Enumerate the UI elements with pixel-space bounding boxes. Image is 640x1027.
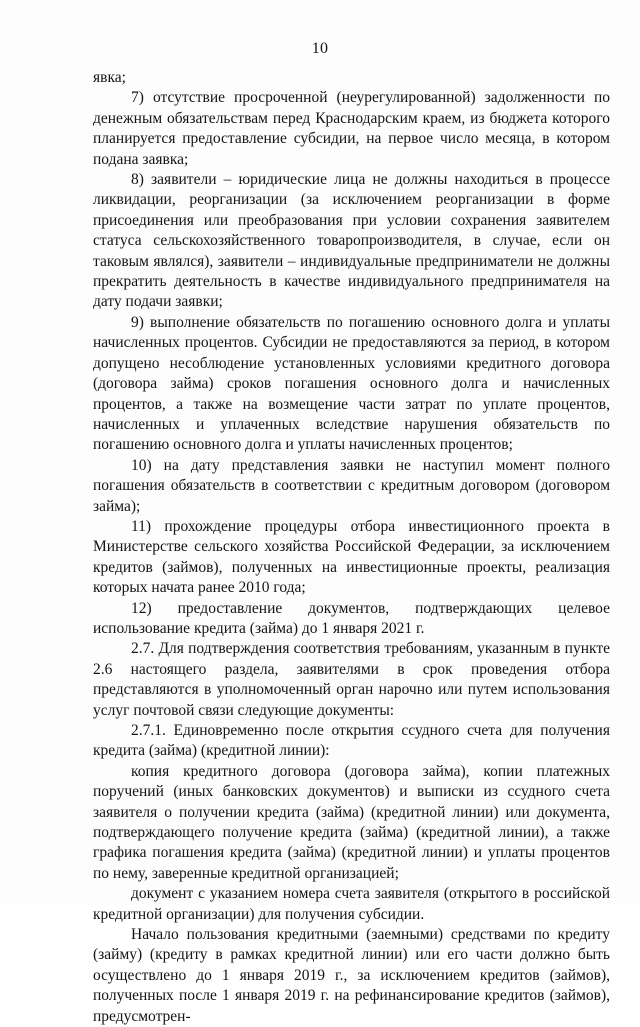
paragraph-item-10: 10) на дату представления заявки не наступил момент полного погашения обязательств в соответствии с кредитным договором (договором займа);: [93, 456, 610, 515]
paragraph-item-11: 11) прохождение процедуры отбора инвестиционного проекта в Министерстве сельского хозяйства Российской Федерации, за исключением кредитов (займов), полученных на инвестиционные проекты, реализация которых начата ранее 2010 года;: [93, 517, 610, 597]
paragraph-document-list-item: копия кредитного договора (договора займа), копии платежных поручений (иных банковских документов) и выписки из ссудного счета заявителя о получении кредита (займа) (кредитной линии) или документа, подтверждающего получение кредита (займа) (кредитной линии), а также графика погашения кредита (займа) (кредитной линии) и уплаты процентов по нему, заверенные кредитной организацией;: [93, 762, 610, 882]
paragraph-item-8: 8) заявители – юридические лица не должны находиться в процессе ликвидации, реорганизации (за исключением реорганизации в форме присоединения или преобразования при условии сохранения заявителем статуса сельскохозяйственного товаропроизводителя, в случае, если он таковым являлся), заявители – индивидуальные предприниматели не должны прекратить деятельность в качестве индивидуального предпринимателя на дату подачи заявки;: [93, 171, 610, 311]
paragraph-section-2-7: 2.7. Для подтверждения соответствия требованиям, указанным в пункте 2.6 настоящего раздела, заявителями в срок проведения отбора представляются в уполномоченный орган нарочно или путем использования услуг почтовой связи следующие документы:: [93, 640, 610, 719]
paragraph-document-list-item: документ с указанием номера счета заявителя (открытого в российской кредитной организации) для получения субсидии.: [93, 885, 610, 923]
paragraph-item-9: 9) выполнение обязательств по погашению основного долга и уплаты начисленных процентов. Субсидии не предоставляются за период, в котором допущено несоблюдение установленных условиями кредитного договора (договора займа) сроков погашения основного долга и начисленных процентов, а также на возмещение части затрат по уплате процентов, начисленных и уплаченных вследствие нарушения обязательств по погашению основного долга и уплаты начисленных процентов;: [93, 313, 610, 454]
paragraph-item-7: 7) отсутствие просроченной (неурегулированной) задолженности по денежным обязательствам перед Краснодарским краем, из бюджета которого планируется предоставление субсидии, на первое число месяца, в котором подана заявка;: [93, 89, 610, 168]
paragraph-continuation: явка;: [93, 69, 126, 86]
page-number: 10: [311, 40, 329, 57]
paragraph-section-2-7-1: 2.7.1. Единовременно после открытия ссудного счета для получения кредита (займа) (кредитной линии):: [93, 722, 610, 760]
document-body: [93, 68, 610, 1027]
paragraph-item-12: 12) предоставление документов, подтверждающих целевое использование кредита (займа) до 1 января 2021 г.: [93, 599, 610, 637]
paragraph-credit-start: Начало пользования кредитными (заемными) средствами по кредиту (займу) (кредиту в рамках кредитной линии) или его части должно быть осуществлено до 1 января 2019 г., за исключением кредитов (займов), полученных после 1 января 2019 г. на рефинансирование кредитов (займов), предусмотрен-: [93, 926, 610, 1025]
